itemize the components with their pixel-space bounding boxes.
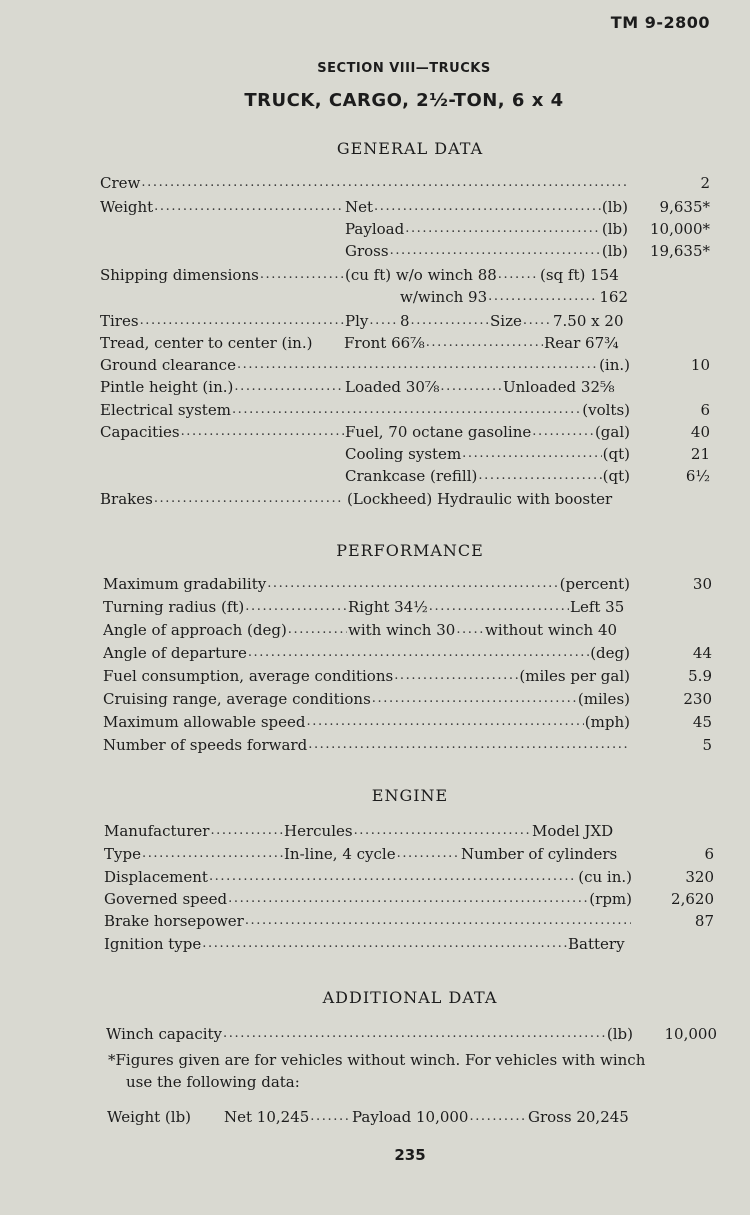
brake-horsepower-value: 87	[694, 912, 714, 930]
capacities-fuel-row: Capacities ..... Fuel, 70 octane gasoline ..... (gal) 40	[0, 421, 750, 443]
winch-weight-row: Weight (lb) Net 10,245 ..... Payload 10,000 ..... Gross 20,245	[0, 1106, 750, 1128]
tires-label: Tires	[100, 312, 139, 330]
fuel-capacity-value: 40	[690, 423, 710, 441]
ground-label: Ground clearance	[100, 356, 236, 374]
footnote: *Figures given are for vehicles without winch. For vehicles with winch use the following data:	[108, 1051, 646, 1091]
weight-payload-row: Payload ..... (lb) 10,000*	[0, 218, 750, 240]
electrical-label: Electrical system	[100, 401, 231, 419]
gradability-row: Maximum gradability ..... (percent) 30	[0, 573, 750, 595]
speeds-forward-row: Number of speeds forward ..... 5	[0, 734, 750, 756]
performance-heading: PERFORMANCE	[336, 541, 484, 560]
brakes-value: (Lockheed) Hydraulic with booster	[347, 490, 613, 508]
weight-net-value: 9,635*	[659, 198, 710, 216]
electrical-row: Electrical system ..... (volts) 6	[0, 399, 750, 421]
capacities-label: Capacities	[100, 423, 180, 441]
gradability-value: 30	[692, 575, 712, 593]
weight-gross-row: Gross ..... (lb) 19,635*	[0, 240, 750, 262]
governed-speed-row: Governed speed ..... (rpm) 2,620	[0, 888, 750, 910]
ignition-row: Ignition type ..... Battery	[0, 933, 750, 955]
brakes-label: Brakes	[100, 490, 153, 508]
crew-row	[0, 172, 750, 194]
electrical-value: 6	[700, 401, 710, 419]
speeds-forward-value: 5	[702, 736, 712, 754]
fuel-consumption-value: 5.9	[688, 667, 712, 685]
ground-value: 10	[690, 356, 710, 374]
pintle-label: Pintle height (in.)	[100, 378, 234, 396]
tires-row: Tires ..... Ply ..... 8 ..... Size ..... 7.50 x 20	[0, 310, 750, 332]
cooling-capacity-value: 21	[690, 445, 710, 463]
displacement-value: 320	[685, 868, 714, 886]
page-number: 235	[394, 1146, 426, 1164]
crankcase-capacity-value: 6½	[685, 467, 710, 485]
turning-radius-row: Turning radius (ft) ..... Right 34½ ..... Left 35	[0, 596, 750, 618]
ground-clearance-row: Ground clearance ..... (in.) 10	[0, 354, 750, 376]
fuel-consumption-row: Fuel consumption, average conditions ..... (miles per gal) 5.9	[0, 665, 750, 687]
weight-net-row: Weight ..... Net ..... (lb) 9,635*	[0, 196, 750, 218]
max-speed-value: 45	[692, 713, 712, 731]
approach-row: Angle of approach (deg) ..... with winch 30 ..... without winch 40	[0, 619, 750, 641]
weight-label: Weight	[100, 198, 154, 216]
shipping-label: Shipping dimensions	[100, 266, 259, 284]
manual-number: TM 9-2800	[610, 13, 710, 32]
cylinders-value: 6	[704, 845, 714, 863]
departure-row: Angle of departure ..... (deg) 44	[0, 642, 750, 664]
section-heading: SECTION VIII—TRUCKS	[317, 61, 491, 76]
manufacturer-row: Manufacturer ..... Hercules ..... Model JXD	[0, 820, 750, 842]
winch-capacity-value: 10,000	[664, 1025, 717, 1043]
winch-capacity-row: Winch capacity ..... (lb) 10,000	[0, 1023, 750, 1045]
crew-value: 2	[700, 174, 710, 192]
tread-row: Tread, center to center (in.) Front 66⅞ ..... Rear 67¾	[0, 332, 750, 354]
engine-type-row: Type ..... In-line, 4 cycle ..... Number of cylinders 6	[0, 843, 750, 865]
engine-heading: ENGINE	[371, 786, 449, 805]
displacement-row: Displacement ..... (cu in.) 320	[0, 866, 750, 888]
page-title: TRUCK, CARGO, 2½-TON, 6 x 4	[244, 90, 564, 111]
cruising-range-row: Cruising range, average conditions ..... (miles) 230	[0, 688, 750, 710]
general-data-heading: GENERAL DATA	[336, 139, 484, 158]
weight-payload-value: 10,000*	[650, 220, 710, 238]
max-speed-row: Maximum allowable speed ..... (mph) 45	[0, 711, 750, 733]
departure-value: 44	[692, 644, 712, 662]
capacities-cooling-row: Cooling system ..... (qt) 21	[0, 443, 750, 465]
additional-data-heading: ADDITIONAL DATA	[322, 988, 498, 1007]
crew-label: Crew	[100, 174, 141, 192]
shipping-winch-row: w/winch 93 ..... 162	[0, 286, 750, 308]
capacities-crankcase-row: Crankcase (refill) ..... (qt) 6½	[0, 465, 750, 487]
shipping-row: Shipping dimensions ..... (cu ft) w/o winch 88 ..... (sq ft) 154	[0, 264, 750, 286]
tread-label: Tread, center to center (in.)	[100, 334, 313, 352]
brakes-row	[0, 488, 750, 510]
governed-speed-value: 2,620	[671, 890, 714, 908]
cruising-range-value: 230	[683, 690, 712, 708]
brake-horsepower-row: Brake horsepower ..... 87	[0, 910, 750, 932]
pintle-row: Pintle height (in.) ..... Loaded 30⅞ ..... Unloaded 32⅝	[0, 376, 750, 398]
weight-gross-value: 19,635*	[650, 242, 710, 260]
